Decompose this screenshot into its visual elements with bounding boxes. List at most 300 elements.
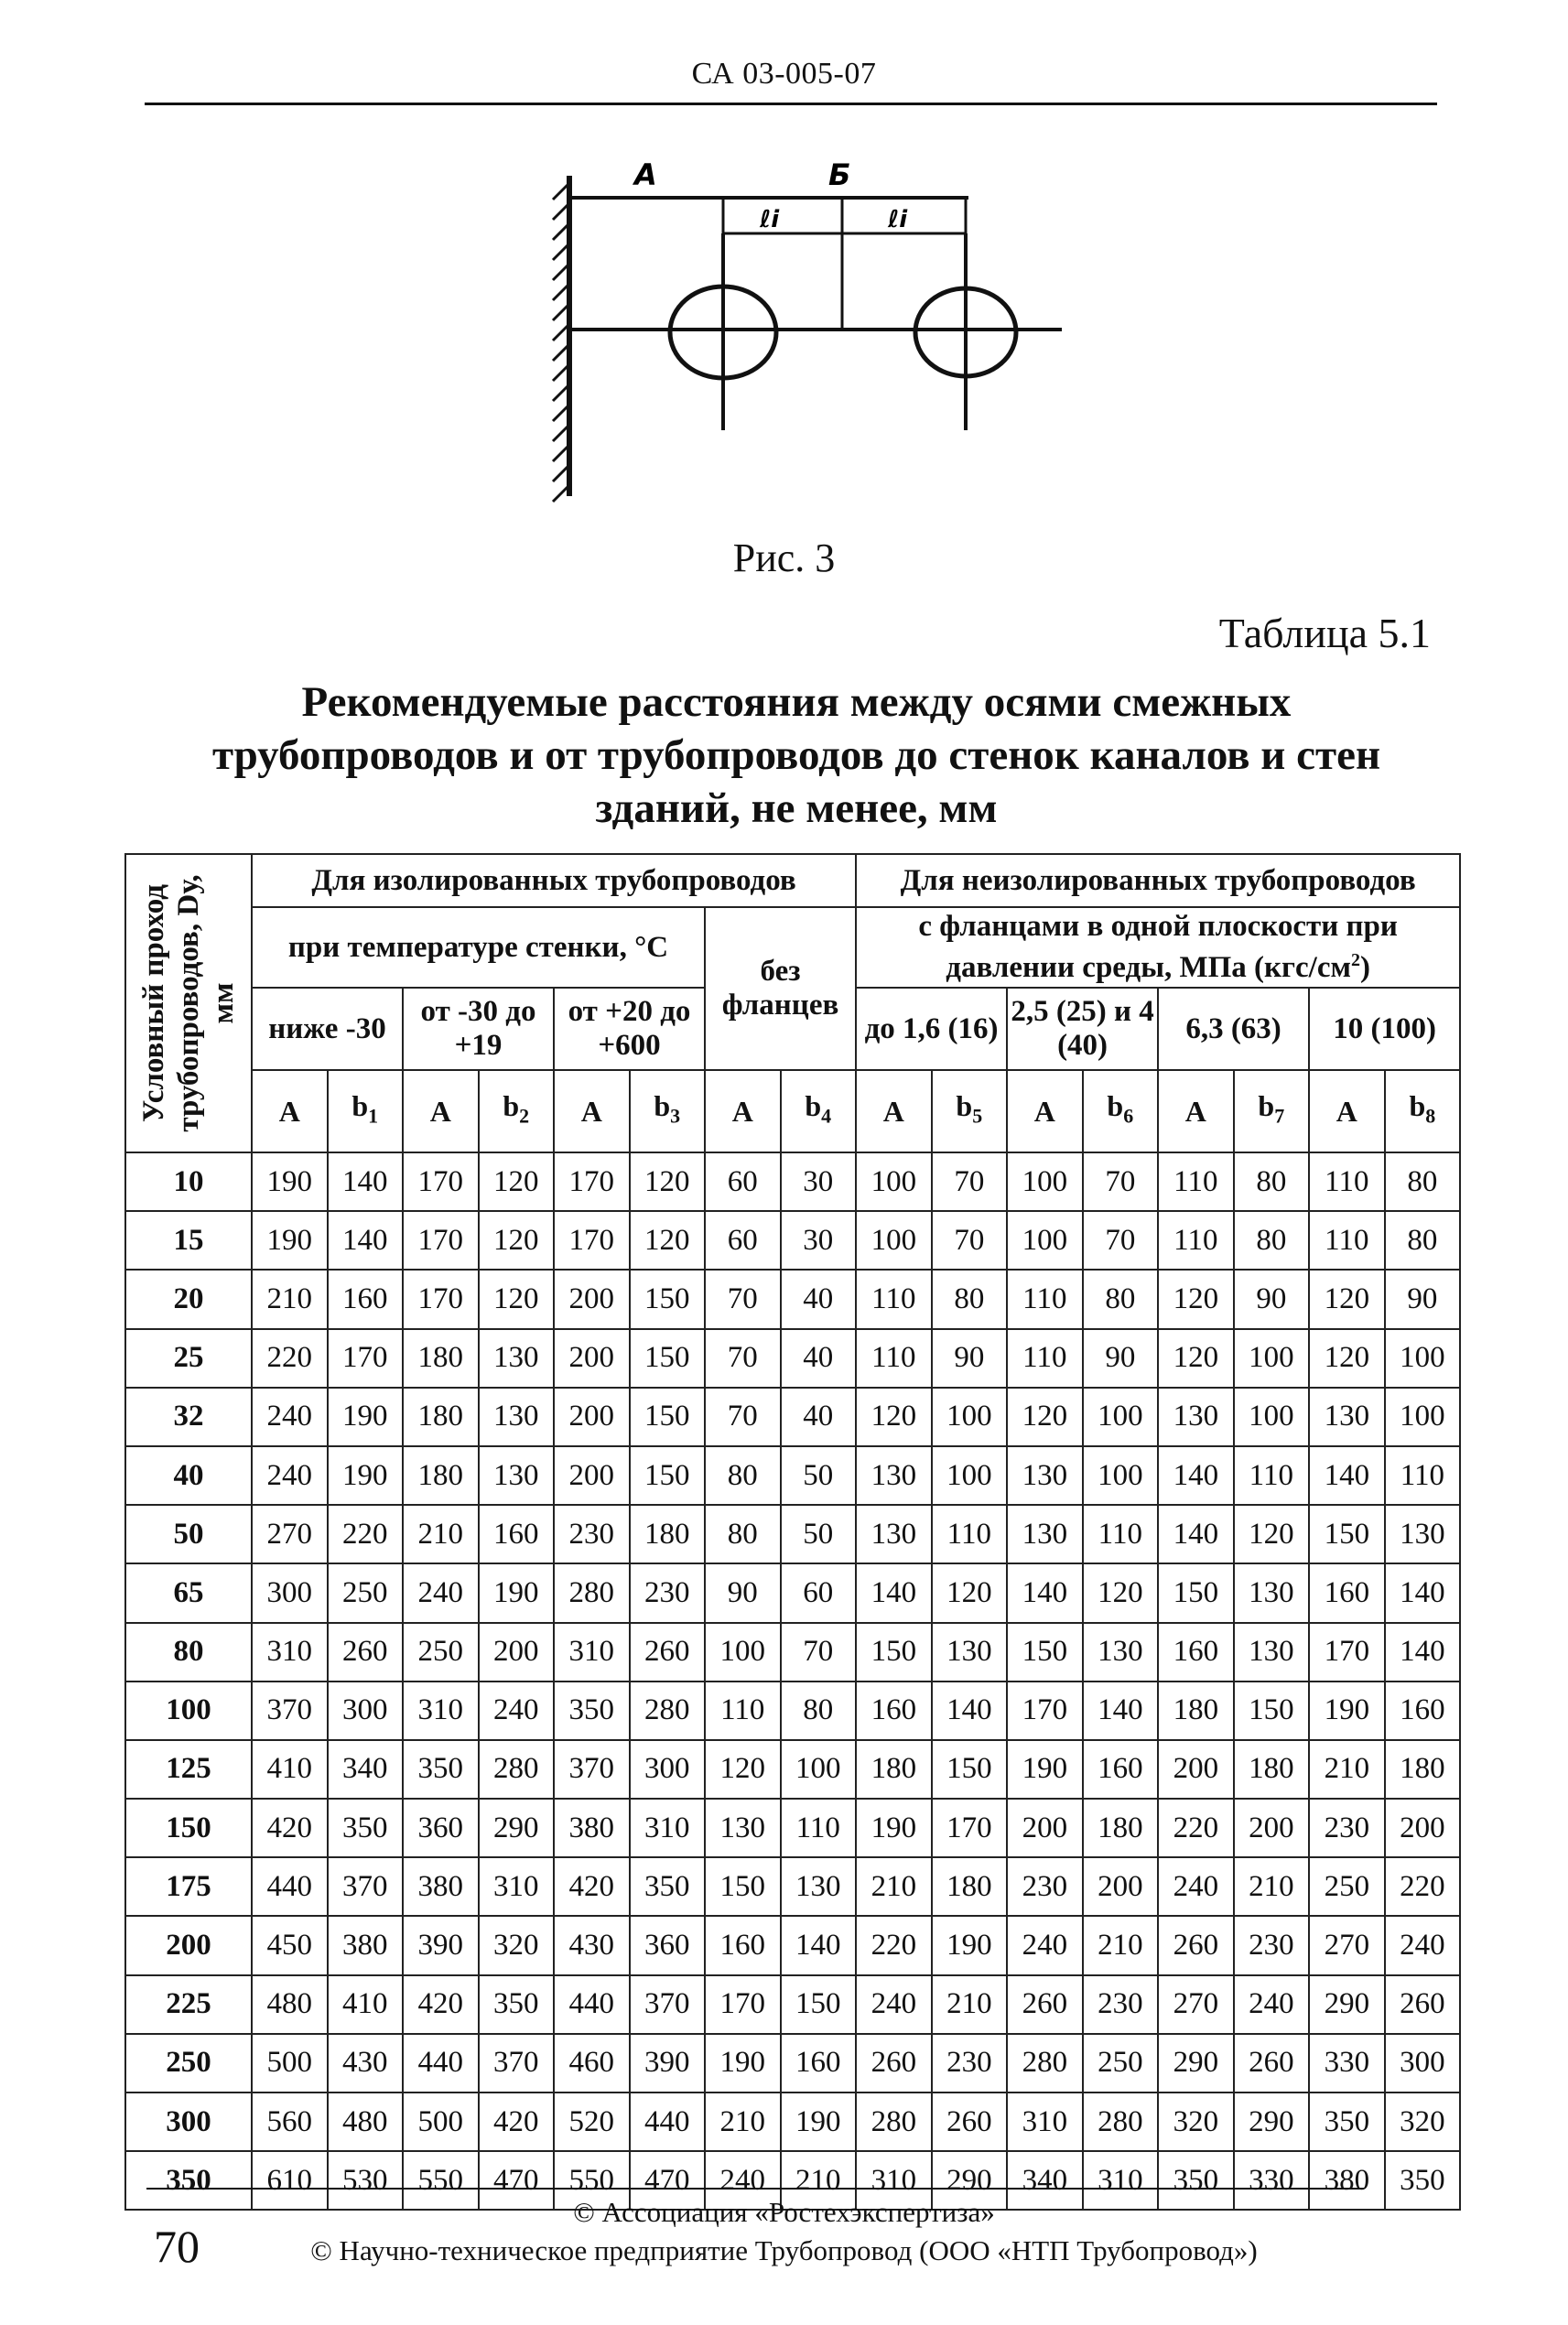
distance-cell: 100 (856, 1152, 932, 1211)
group-insulated-header: Для изолированных трубопроводов (252, 854, 856, 907)
distance-cell: 240 (1158, 1857, 1234, 1916)
nominal-bore-cell: 350 (125, 2151, 252, 2210)
distance-cell: 30 (781, 1152, 857, 1211)
distance-cell: 160 (856, 1682, 932, 1740)
distance-cell: 50 (781, 1446, 857, 1505)
distance-cell: 150 (630, 1270, 706, 1328)
distance-cell: 310 (554, 1623, 630, 1682)
distance-cell: 120 (630, 1152, 706, 1211)
distance-cell: 70 (1083, 1211, 1159, 1270)
distance-cell: 130 (1385, 1505, 1461, 1563)
distance-cell: 100 (1385, 1388, 1461, 1446)
distance-cell: 520 (554, 2092, 630, 2151)
distance-cell: 160 (781, 2034, 857, 2092)
distance-cell: 230 (932, 2034, 1008, 2092)
distance-cell: 500 (252, 2034, 328, 2092)
distance-cell: 140 (1158, 1505, 1234, 1563)
distance-cell: 130 (479, 1329, 555, 1388)
distance-cell: 200 (1158, 1740, 1234, 1799)
distance-cell: 220 (328, 1505, 404, 1563)
column-label: А (403, 1070, 479, 1152)
distance-cell: 270 (1158, 1975, 1234, 2034)
distance-cell: 350 (554, 1682, 630, 1740)
distance-cell: 360 (403, 1799, 479, 1857)
distance-cell: 310 (630, 1799, 706, 1857)
column-label: $b_3$ (630, 1070, 706, 1152)
distance-cell: 350 (328, 1799, 404, 1857)
distance-cell: 140 (328, 1211, 404, 1270)
copyright-line-1: © Ассоциация «Ростехэкспертиза» (573, 2196, 995, 2228)
distance-cell: 100 (705, 1623, 781, 1682)
distance-cell: 220 (1158, 1799, 1234, 1857)
distance-cell: 380 (554, 1799, 630, 1857)
distance-cell: 320 (479, 1916, 555, 1974)
distance-cell: 200 (554, 1270, 630, 1328)
distance-cell: 150 (705, 1857, 781, 1916)
nominal-bore-cell: 100 (125, 1682, 252, 1740)
nominal-bore-cell: 40 (125, 1446, 252, 1505)
distance-cell: 150 (1007, 1623, 1083, 1682)
distance-cell: 440 (630, 2092, 706, 2151)
distance-cell: 190 (328, 1388, 404, 1446)
distance-cell: 210 (705, 2092, 781, 2151)
distance-cell: 70 (705, 1270, 781, 1328)
distance-cell: 250 (1083, 2034, 1159, 2092)
nominal-bore-cell: 225 (125, 1975, 252, 2034)
distance-cell: 180 (403, 1388, 479, 1446)
nominal-bore-cell: 15 (125, 1211, 252, 1270)
distance-cell: 150 (1309, 1505, 1385, 1563)
distance-cell: 180 (630, 1505, 706, 1563)
distance-cell: 40 (781, 1329, 857, 1388)
distance-cell: 150 (856, 1623, 932, 1682)
column-label: $b_5$ (932, 1070, 1008, 1152)
distance-cell: 210 (781, 2151, 857, 2210)
page-number: 70 (154, 2221, 200, 2272)
distance-cell: 140 (1385, 1623, 1461, 1682)
distance-cell: 190 (705, 2034, 781, 2092)
distance-cell: 140 (1385, 1563, 1461, 1622)
distance-cell: 120 (479, 1270, 555, 1328)
stub-header: Условный проход трубопроводов, Dу, мм (125, 854, 252, 1152)
table-row (125, 1270, 1460, 1328)
distance-cell: 280 (554, 1563, 630, 1622)
distance-cell: 140 (856, 1563, 932, 1622)
distance-cell: 130 (1234, 1563, 1310, 1622)
distance-cell: 170 (554, 1211, 630, 1270)
distance-cell: 110 (705, 1682, 781, 1740)
distance-cell: 240 (1234, 1975, 1310, 2034)
distance-cell: 190 (1007, 1740, 1083, 1799)
spacing-table (124, 853, 1461, 2211)
distance-cell: 200 (554, 1388, 630, 1446)
distance-cell: 150 (1234, 1682, 1310, 1740)
distance-cell: 260 (856, 2034, 932, 2092)
distance-cell: 440 (252, 1857, 328, 1916)
table-row (125, 1740, 1460, 1799)
distance-cell: 80 (932, 1270, 1008, 1328)
distance-cell: 300 (252, 1563, 328, 1622)
distance-cell: 530 (328, 2151, 404, 2210)
distance-cell: 210 (932, 1975, 1008, 2034)
distance-cell: 260 (630, 1623, 706, 1682)
distance-cell: 150 (932, 1740, 1008, 1799)
distance-cell: 40 (781, 1388, 857, 1446)
distance-cell: 190 (932, 1916, 1008, 1974)
distance-cell: 420 (252, 1799, 328, 1857)
distance-cell: 100 (932, 1388, 1008, 1446)
distance-cell: 120 (705, 1740, 781, 1799)
dimension-right-label: ℓi (888, 206, 908, 233)
distance-cell: 160 (328, 1270, 404, 1328)
distance-cell: 150 (630, 1388, 706, 1446)
distance-cell: 150 (1158, 1563, 1234, 1622)
distance-cell: 350 (403, 1740, 479, 1799)
distance-cell: 340 (328, 1740, 404, 1799)
distance-cell: 410 (252, 1740, 328, 1799)
distance-cell: 110 (932, 1505, 1008, 1563)
distance-cell: 170 (403, 1270, 479, 1328)
distance-cell: 90 (705, 1563, 781, 1622)
table-number: Таблица 5.1 (1218, 610, 1431, 656)
distance-cell: 460 (554, 2034, 630, 2092)
distance-cell: 310 (252, 1623, 328, 1682)
distance-cell: 420 (554, 1857, 630, 1916)
distance-cell: 180 (1385, 1740, 1461, 1799)
group-uninsulated-header: Для неизолированных трубопроводов (856, 854, 1460, 907)
nominal-bore-cell: 150 (125, 1799, 252, 1857)
distance-cell: 100 (1234, 1329, 1310, 1388)
column-label: $b_2$ (479, 1070, 555, 1152)
distance-cell: 230 (1007, 1857, 1083, 1916)
distance-cell: 240 (705, 2151, 781, 2210)
distance-cell: 160 (479, 1505, 555, 1563)
distance-cell: 550 (554, 2151, 630, 2210)
distance-cell: 210 (1309, 1740, 1385, 1799)
table-row (125, 2092, 1460, 2151)
distance-cell: 280 (479, 1740, 555, 1799)
pressure-header: до 1,6 (16) (856, 988, 1007, 1070)
distance-cell: 430 (554, 1916, 630, 1974)
distance-cell: 180 (856, 1740, 932, 1799)
distance-cell: 100 (781, 1740, 857, 1799)
distance-cell: 110 (1007, 1329, 1083, 1388)
distance-cell: 320 (1158, 2092, 1234, 2151)
distance-cell: 120 (479, 1152, 555, 1211)
distance-cell: 370 (328, 1857, 404, 1916)
distance-cell: 220 (1385, 1857, 1461, 1916)
distance-cell: 180 (932, 1857, 1008, 1916)
distance-cell: 160 (705, 1916, 781, 1974)
distance-cell: 310 (403, 1682, 479, 1740)
distance-cell: 130 (856, 1446, 932, 1505)
distance-cell: 370 (252, 1682, 328, 1740)
pressure-header: 10 (100) (1309, 988, 1460, 1070)
distance-cell: 110 (1309, 1211, 1385, 1270)
distance-cell: 190 (252, 1211, 328, 1270)
distance-cell: 180 (1158, 1682, 1234, 1740)
distance-cell: 200 (1007, 1799, 1083, 1857)
distance-cell: 610 (252, 2151, 328, 2210)
distance-cell: 130 (479, 1446, 555, 1505)
table-row (125, 1975, 1460, 2034)
dimension-left-label: ℓi (760, 206, 780, 233)
distance-cell: 380 (1309, 2151, 1385, 2210)
distance-cell: 200 (479, 1623, 555, 1682)
table-row (125, 2034, 1460, 2092)
distance-cell: 100 (1083, 1446, 1159, 1505)
distance-cell: 80 (1234, 1211, 1310, 1270)
distance-cell: 90 (932, 1329, 1008, 1388)
distance-cell: 240 (1007, 1916, 1083, 1974)
distance-cell: 280 (1083, 2092, 1159, 2151)
distance-cell: 120 (1158, 1270, 1234, 1328)
distance-cell: 330 (1309, 2034, 1385, 2092)
distance-cell: 120 (1309, 1329, 1385, 1388)
table-row (125, 1152, 1460, 1211)
table-row (125, 1799, 1460, 1857)
nominal-bore-cell: 10 (125, 1152, 252, 1211)
distance-cell: 70 (932, 1211, 1008, 1270)
distance-cell: 80 (1083, 1270, 1159, 1328)
distance-cell: 500 (403, 2092, 479, 2151)
label-a: А (634, 157, 657, 192)
distance-cell: 170 (932, 1799, 1008, 1857)
distance-cell: 110 (1234, 1446, 1310, 1505)
distance-cell: 30 (781, 1211, 857, 1270)
table-row (125, 1857, 1460, 1916)
temp-range-header: ниже -30 (252, 988, 403, 1070)
distance-cell: 190 (252, 1152, 328, 1211)
distance-cell: 110 (1007, 1270, 1083, 1328)
distance-cell: 70 (705, 1388, 781, 1446)
distance-cell: 120 (1309, 1270, 1385, 1328)
distance-cell: 50 (781, 1505, 857, 1563)
distance-cell: 350 (630, 1857, 706, 1916)
distance-cell: 200 (1385, 1799, 1461, 1857)
nominal-bore-cell: 50 (125, 1505, 252, 1563)
distance-cell: 330 (1234, 2151, 1310, 2210)
distance-cell: 190 (781, 2092, 857, 2151)
nominal-bore-cell: 32 (125, 1388, 252, 1446)
distance-cell: 480 (328, 2092, 404, 2151)
distance-cell: 120 (630, 1211, 706, 1270)
label-b: Б (828, 157, 851, 192)
distance-cell: 130 (781, 1857, 857, 1916)
nominal-bore-cell: 300 (125, 2092, 252, 2151)
nominal-bore-cell: 80 (125, 1623, 252, 1682)
distance-cell: 370 (630, 1975, 706, 2034)
distance-cell: 200 (554, 1446, 630, 1505)
distance-cell: 120 (1234, 1505, 1310, 1563)
document-code: СА 03-005-07 (691, 57, 877, 91)
distance-cell: 450 (252, 1916, 328, 1974)
distance-cell: 340 (1007, 2151, 1083, 2210)
distance-cell: 140 (1158, 1446, 1234, 1505)
distance-cell: 350 (479, 1975, 555, 2034)
distance-cell: 300 (328, 1682, 404, 1740)
distance-cell: 290 (932, 2151, 1008, 2210)
distance-cell: 420 (403, 1975, 479, 2034)
distance-cell: 130 (1083, 1623, 1159, 1682)
distance-cell: 280 (630, 1682, 706, 1740)
distance-cell: 240 (252, 1446, 328, 1505)
distance-cell: 130 (932, 1623, 1008, 1682)
distance-cell: 240 (403, 1563, 479, 1622)
distance-cell: 430 (328, 2034, 404, 2092)
distance-cell: 290 (1158, 2034, 1234, 2092)
footer-rule (146, 2188, 1364, 2190)
distance-cell: 470 (630, 2151, 706, 2210)
distance-cell: 310 (856, 2151, 932, 2210)
table-row (125, 1329, 1460, 1388)
distance-cell: 480 (252, 1975, 328, 2034)
distance-cell: 210 (252, 1270, 328, 1328)
distance-cell: 440 (403, 2034, 479, 2092)
distance-cell: 210 (1083, 1916, 1159, 1974)
distance-cell: 80 (1234, 1152, 1310, 1211)
no-flanges-header: без фланцев (705, 907, 856, 1070)
distance-cell: 100 (1234, 1388, 1310, 1446)
distance-cell: 260 (1385, 1975, 1461, 2034)
table-row (125, 1563, 1460, 1622)
column-label: $b_7$ (1234, 1070, 1310, 1152)
distance-cell: 80 (1385, 1152, 1461, 1211)
distance-cell: 250 (328, 1563, 404, 1622)
column-label: А (554, 1070, 630, 1152)
distance-cell: 380 (328, 1916, 404, 1974)
distance-cell: 120 (1007, 1388, 1083, 1446)
distance-cell: 130 (1309, 1388, 1385, 1446)
distance-cell: 100 (1007, 1152, 1083, 1211)
column-label: $b_4$ (781, 1070, 857, 1152)
table-row (125, 1446, 1460, 1505)
distance-cell: 220 (856, 1916, 932, 1974)
nominal-bore-cell: 65 (125, 1563, 252, 1622)
distance-cell: 120 (1083, 1563, 1159, 1622)
distance-cell: 140 (328, 1152, 404, 1211)
distance-cell: 350 (1385, 2151, 1461, 2210)
distance-cell: 160 (1158, 1623, 1234, 1682)
table-row (125, 1388, 1460, 1446)
distance-cell: 170 (554, 1152, 630, 1211)
distance-cell: 140 (1007, 1563, 1083, 1622)
distance-cell: 560 (252, 2092, 328, 2151)
distance-cell: 160 (1309, 1563, 1385, 1622)
distance-cell: 440 (554, 1975, 630, 2034)
figure-caption: Рис. 3 (732, 535, 836, 580)
distance-cell: 120 (932, 1563, 1008, 1622)
distance-cell: 170 (705, 1975, 781, 2034)
table-title: Рекомендуемые расстояния между осями смежных трубопроводов и от трубопроводов до стенок каналов и стен зданий, не менее, мм (211, 678, 1381, 832)
distance-cell: 240 (252, 1388, 328, 1446)
table-row (125, 1916, 1460, 1974)
distance-cell: 550 (403, 2151, 479, 2210)
table-row (125, 1211, 1460, 1270)
distance-cell: 60 (781, 1563, 857, 1622)
distance-cell: 80 (705, 1505, 781, 1563)
distance-cell: 70 (781, 1623, 857, 1682)
distance-cell: 130 (479, 1388, 555, 1446)
distance-cell: 210 (403, 1505, 479, 1563)
with-flanges-header: с фланцами в одной плоскости при давлении среды, МПа $(кгс/см^2)$ (856, 907, 1460, 988)
column-label: $b_6$ (1083, 1070, 1159, 1152)
distance-cell: 410 (328, 1975, 404, 2034)
distance-cell: 300 (630, 1740, 706, 1799)
distance-cell: 360 (630, 1916, 706, 1974)
distance-cell: 170 (403, 1152, 479, 1211)
distance-cell: 210 (1234, 1857, 1310, 1916)
temp-range-header: от -30 до +19 (403, 988, 554, 1070)
distance-cell: 110 (1309, 1152, 1385, 1211)
distance-cell: 230 (1083, 1975, 1159, 2034)
distance-cell: 40 (781, 1270, 857, 1328)
copyright-line-2: © Научно-техническое предприятие Трубопровод (ООО «НТП Трубопровод») (310, 2234, 1258, 2266)
distance-cell: 140 (1083, 1682, 1159, 1740)
header-rule (145, 103, 1437, 105)
distance-cell: 230 (1309, 1799, 1385, 1857)
distance-cell: 260 (1158, 1916, 1234, 1974)
distance-cell: 120 (479, 1211, 555, 1270)
distance-cell: 110 (856, 1270, 932, 1328)
distance-cell: 240 (479, 1682, 555, 1740)
distance-cell: 150 (630, 1329, 706, 1388)
distance-cell: 260 (328, 1623, 404, 1682)
distance-cell: 70 (932, 1152, 1008, 1211)
column-label: А (1309, 1070, 1385, 1152)
distance-cell: 170 (1309, 1623, 1385, 1682)
distance-cell: 200 (1083, 1857, 1159, 1916)
distance-cell: 170 (328, 1329, 404, 1388)
distance-cell: 250 (403, 1623, 479, 1682)
distance-cell: 130 (1234, 1623, 1310, 1682)
distance-cell: 250 (1309, 1857, 1385, 1916)
distance-cell: 160 (1385, 1682, 1461, 1740)
distance-cell: 60 (705, 1211, 781, 1270)
column-label: $b_1$ (328, 1070, 404, 1152)
distance-cell: 130 (856, 1505, 932, 1563)
distance-cell: 230 (1234, 1916, 1310, 1974)
distance-cell: 200 (1234, 1799, 1310, 1857)
distance-cell: 390 (630, 2034, 706, 2092)
column-label: А (1158, 1070, 1234, 1152)
distance-cell: 190 (328, 1446, 404, 1505)
distance-cell: 90 (1083, 1329, 1159, 1388)
distance-cell: 260 (1234, 2034, 1310, 2092)
distance-cell: 290 (1234, 2092, 1310, 2151)
nominal-bore-cell: 125 (125, 1740, 252, 1799)
distance-cell: 260 (932, 2092, 1008, 2151)
distance-cell: 110 (1385, 1446, 1461, 1505)
distance-cell: 350 (1158, 2151, 1234, 2210)
distance-cell: 100 (1007, 1211, 1083, 1270)
nominal-bore-cell: 20 (125, 1270, 252, 1328)
distance-cell: 140 (781, 1916, 857, 1974)
distance-cell: 270 (252, 1505, 328, 1563)
column-label: А (252, 1070, 328, 1152)
distance-cell: 140 (1309, 1446, 1385, 1505)
distance-cell: 310 (479, 1857, 555, 1916)
distance-cell: 200 (554, 1329, 630, 1388)
distance-cell: 120 (856, 1388, 932, 1446)
distance-cell: 380 (403, 1857, 479, 1916)
nominal-bore-cell: 25 (125, 1329, 252, 1388)
distance-cell: 260 (1007, 1975, 1083, 2034)
distance-cell: 470 (479, 2151, 555, 2210)
column-label: А (856, 1070, 932, 1152)
distance-cell: 80 (1385, 1211, 1461, 1270)
column-label: А (705, 1070, 781, 1152)
